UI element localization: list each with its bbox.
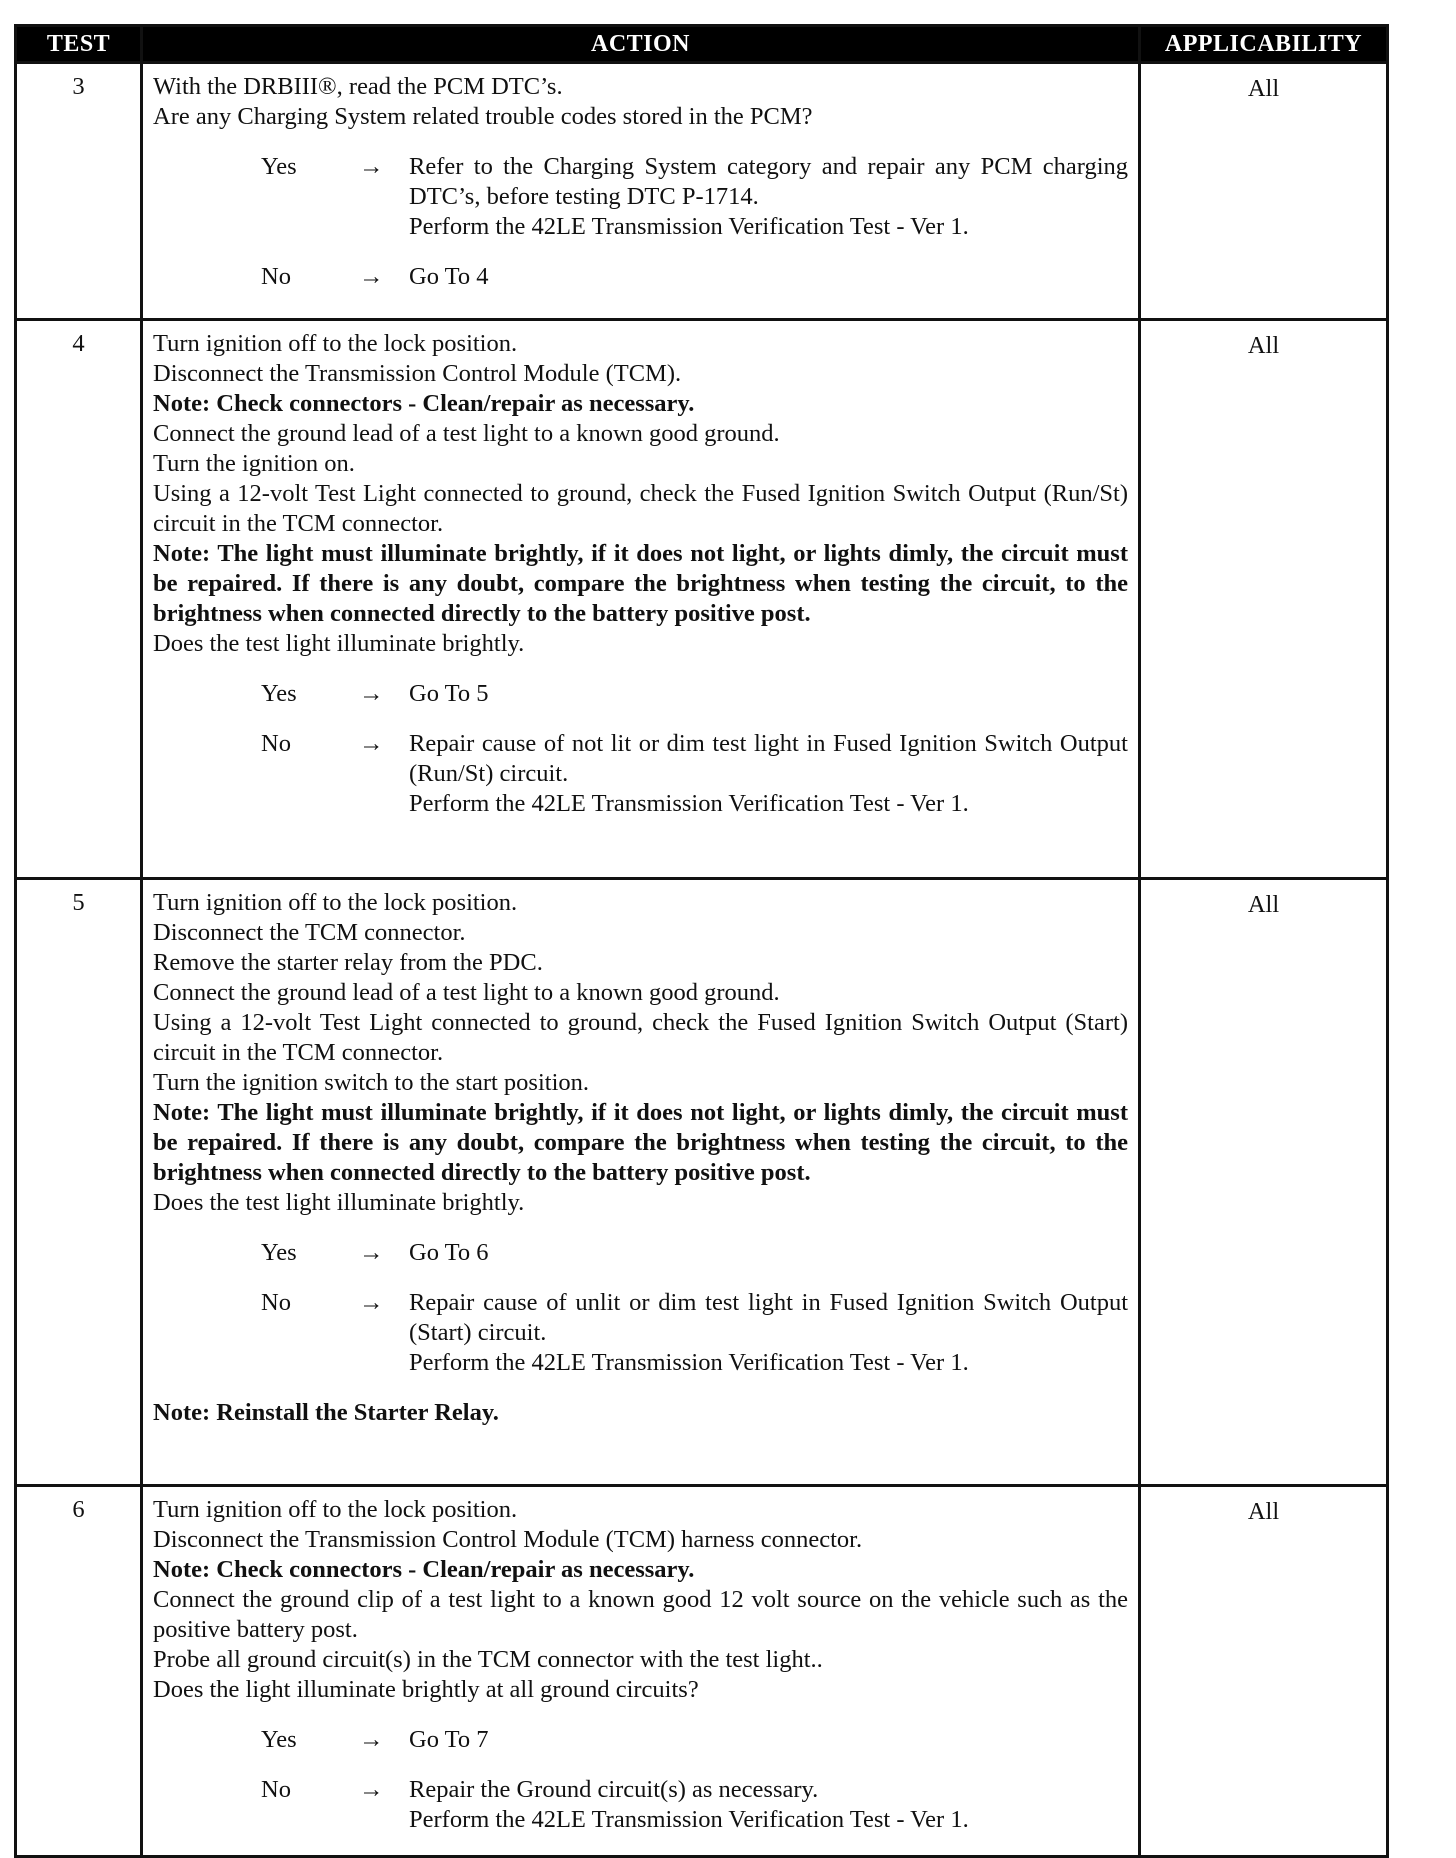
- no-text: Perform the 42LE Transmission Verification Test - Ver 1.: [409, 790, 969, 817]
- applicability-value: All: [1140, 63, 1388, 320]
- table-row: [16, 879, 1388, 1486]
- right-arrow-icon: →: [359, 1289, 384, 1316]
- yes-label: Yes: [261, 680, 297, 707]
- right-arrow-icon: →: [359, 263, 384, 290]
- yes-label: Yes: [261, 1726, 297, 1753]
- action-line: Disconnect the Transmission Control Module (TCM).: [153, 360, 682, 387]
- yes-branch: [153, 1725, 1128, 1755]
- action-line: Connect the ground lead of a test light to a known good ground.: [153, 979, 780, 1006]
- no-text: Perform the 42LE Transmission Verification Test - Ver 1.: [409, 1806, 969, 1833]
- right-arrow-icon: →: [359, 153, 384, 180]
- applicability-value: All: [1140, 320, 1388, 879]
- no-text: Perform the 42LE Transmission Verification Test - Ver 1.: [409, 1349, 969, 1376]
- note-line: Note: The light must illuminate brightly, if it does not light, or lights dimly, the circuit must be repaired. If there is any doubt, compare the brightness when testing the circuit, to the brightness when connected directly to the battery positive post.: [153, 1099, 1128, 1186]
- header-row: [16, 26, 1388, 63]
- action-line: Does the test light illuminate brightly.: [153, 630, 525, 657]
- action-line: With the DRBIII®, read the PCM DTC’s.: [153, 73, 563, 100]
- action-line: Connect the ground lead of a test light to a known good ground.: [153, 420, 780, 447]
- table-row: [16, 1486, 1388, 1857]
- test-number: 6: [16, 1486, 142, 1857]
- action-cell: [142, 63, 1140, 320]
- action-line: Turn ignition off to the lock position.: [153, 330, 518, 357]
- action-line: Turn the ignition on.: [153, 450, 355, 477]
- yes-text: Go To 5: [409, 680, 489, 707]
- no-label: No: [261, 263, 291, 290]
- test-number: 3: [16, 63, 142, 320]
- closing-note: Note: Reinstall the Starter Relay.: [153, 1399, 499, 1426]
- right-arrow-icon: →: [359, 1239, 384, 1266]
- right-arrow-icon: →: [359, 1776, 384, 1803]
- no-label: No: [261, 1289, 291, 1316]
- action-line: Using a 12-volt Test Light connected to ground, check the Fused Ignition Switch Output (Start) circuit in the TCM connector.: [153, 1009, 1128, 1066]
- table-row: [16, 320, 1388, 879]
- applicability-value: All: [1140, 879, 1388, 1486]
- right-arrow-icon: →: [359, 1726, 384, 1753]
- note-line: Note: Check connectors - Clean/repair as necessary.: [153, 390, 695, 417]
- header-applicability: APPLICABILITY: [1140, 26, 1388, 63]
- yes-label: Yes: [261, 153, 297, 180]
- no-label: No: [261, 730, 291, 757]
- no-branch: [153, 1775, 1128, 1835]
- yes-branch: [153, 1238, 1128, 1268]
- no-text: Repair the Ground circuit(s) as necessary.: [409, 1776, 819, 1803]
- action-line: Using a 12-volt Test Light connected to ground, check the Fused Ignition Switch Output (Run/St) circuit in the TCM connector.: [153, 480, 1128, 537]
- no-branch: [153, 1288, 1128, 1378]
- no-branch: [153, 729, 1128, 819]
- yes-branch: [153, 152, 1128, 242]
- action-cell: [142, 320, 1140, 879]
- test-number: 5: [16, 879, 142, 1486]
- test-number: 4: [16, 320, 142, 879]
- no-branch: [153, 262, 1128, 292]
- action-line: Turn ignition off to the lock position.: [153, 1496, 518, 1523]
- note-line: Note: Check connectors - Clean/repair as necessary.: [153, 1556, 695, 1583]
- action-line: Disconnect the TCM connector.: [153, 919, 466, 946]
- action-line: Are any Charging System related trouble codes stored in the PCM?: [153, 103, 813, 130]
- no-text: Repair cause of unlit or dim test light in Fused Ignition Switch Output (Start) circuit.: [409, 1289, 1128, 1346]
- action-line: Remove the starter relay from the PDC.: [153, 949, 543, 976]
- no-text: Go To 4: [409, 263, 489, 290]
- action-cell: [142, 1486, 1140, 1857]
- table-row: [16, 63, 1388, 320]
- action-line: Turn ignition off to the lock position.: [153, 889, 518, 916]
- action-line: Turn the ignition switch to the start position.: [153, 1069, 590, 1096]
- yes-text: Refer to the Charging System category and repair any PCM charging DTC’s, before testing DTC P-1714.: [409, 153, 1128, 210]
- right-arrow-icon: →: [359, 730, 384, 757]
- test-table: [14, 24, 1389, 1858]
- action-line: Disconnect the Transmission Control Module (TCM) harness connector.: [153, 1526, 863, 1553]
- yes-label: Yes: [261, 1239, 297, 1266]
- action-line: Connect the ground clip of a test light to a known good 12 volt source on the vehicle such as the positive battery post.: [153, 1586, 1128, 1643]
- action-cell: [142, 879, 1140, 1486]
- applicability-value: All: [1140, 1486, 1388, 1857]
- header-action: ACTION: [142, 26, 1140, 63]
- right-arrow-icon: →: [359, 680, 384, 707]
- yes-text: Go To 7: [409, 1726, 489, 1753]
- action-line: Does the light illuminate brightly at all ground circuits?: [153, 1676, 699, 1703]
- no-label: No: [261, 1776, 291, 1803]
- yes-text: Perform the 42LE Transmission Verification Test - Ver 1.: [409, 213, 969, 240]
- yes-branch: [153, 679, 1128, 709]
- diagnostic-test-table: [14, 24, 1386, 1858]
- note-line: Note: The light must illuminate brightly, if it does not light, or lights dimly, the circuit must be repaired. If there is any doubt, compare the brightness when testing the circuit, to the brightness when connected directly to the battery positive post.: [153, 540, 1128, 627]
- action-line: Does the test light illuminate brightly.: [153, 1189, 525, 1216]
- header-test: TEST: [16, 26, 142, 63]
- no-text: Repair cause of not lit or dim test light in Fused Ignition Switch Output (Run/St) circuit.: [409, 730, 1128, 787]
- action-line: Probe all ground circuit(s) in the TCM connector with the test light..: [153, 1646, 823, 1673]
- yes-text: Go To 6: [409, 1239, 489, 1266]
